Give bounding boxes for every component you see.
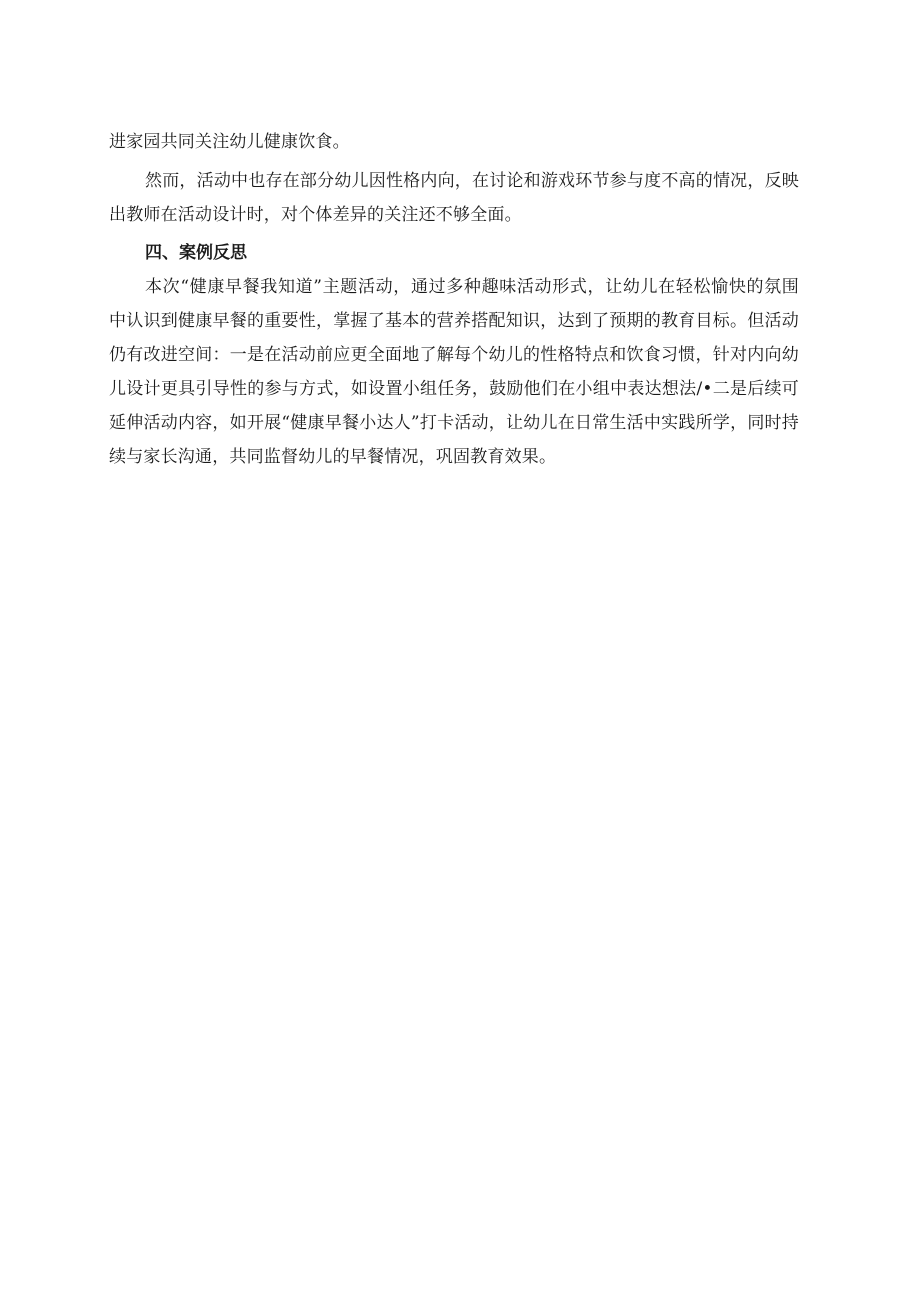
document-body — [109, 125, 799, 474]
continued-paragraph: 进家园共同关注幼儿健康饮食。 — [109, 132, 350, 152]
reflection-paragraph: 本次“健康早餐我知道”主题活动，通过多种趣味活动形式，让幼儿在轻松愉快的氛围中认识到健康早餐的重要性，掌握了基本的营养搭配知识，达到了预期的教育目标。但活动仍有改进空间：一是在活动前应更全面地了解每个幼儿的性格特点和饮食习惯，针对内向幼儿设计更具引导性的参与方式，如设置小组任务，鼓励他们在小组中表达想法/•二是后续可延伸活动内容，如开展“健康早餐小达人”打卡活动，让幼儿在日常生活中实践所学，同时持续与家长沟通，共同监督幼儿的早餐情况，巩固教育效果。 — [109, 277, 799, 467]
limitation-paragraph: 然而，活动中也存在部分幼儿因性格内向，在讨论和游戏环节参与度不高的情况，反映出教师在活动设计时，对个体差异的关注还不够全面。 — [109, 171, 799, 225]
section-heading: 四、案例反思 — [145, 243, 247, 263]
